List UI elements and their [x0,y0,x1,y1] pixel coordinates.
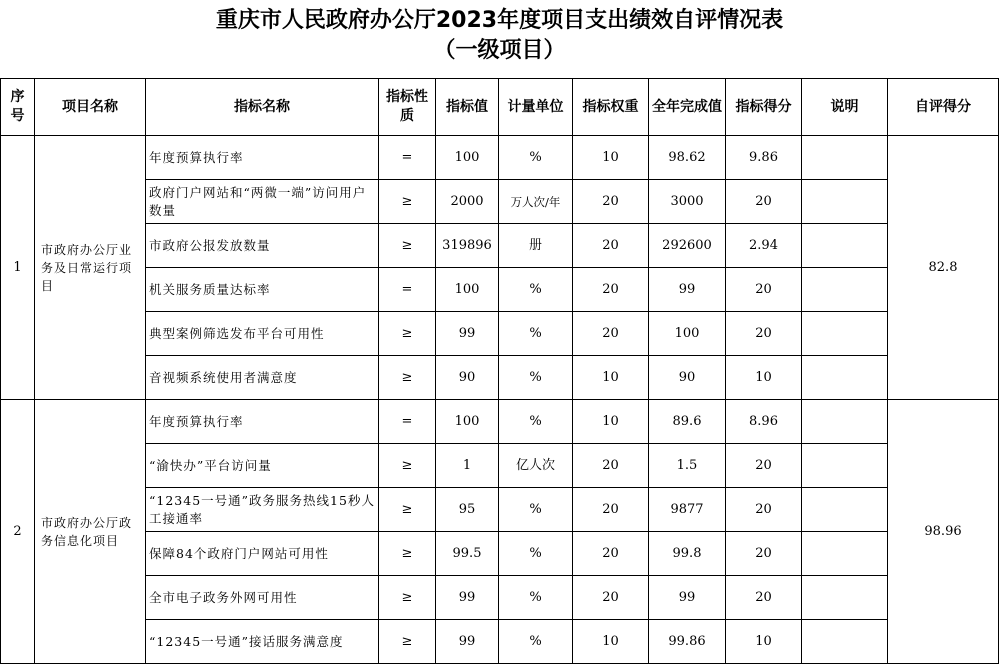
indicator-name-cell: 全市电子政务外网可用性 [146,576,379,620]
table-row [1,312,999,356]
actual-value-cell: 9877 [649,488,726,532]
note-cell [802,444,888,488]
weight-cell: 20 [573,532,649,576]
unit-cell: % [499,268,573,312]
actual-value-cell: 100 [649,312,726,356]
seq-cell: 1 [1,136,35,400]
table-body [1,136,999,664]
unit-cell: % [499,532,573,576]
indicator-name-cell: “12345一号通”接话服务满意度 [146,620,379,664]
indicator-name-cell: 年度预算执行率 [146,400,379,444]
unit-cell: % [499,356,573,400]
indicator-nature-cell: ≥ [379,620,436,664]
indicator-value-cell: 99 [436,620,499,664]
header-self-score: 自评得分 [888,79,999,136]
weight-cell: 10 [573,356,649,400]
note-cell [802,488,888,532]
weight-cell: 20 [573,312,649,356]
weight-cell: 10 [573,400,649,444]
self-score-cell: 98.96 [888,400,999,664]
indicator-nature-cell: ≥ [379,488,436,532]
indicator-value-cell: 90 [436,356,499,400]
self-score-cell: 82.8 [888,136,999,400]
unit-cell: % [499,576,573,620]
score-cell: 8.96 [726,400,802,444]
title-line-1: 重庆市人民政府办公厅2023年度项目支出绩效自评情况表 [215,8,784,33]
indicator-nature-cell: ≥ [379,180,436,224]
title-line-2: （一级项目） [433,38,566,63]
indicator-name-cell: 保障84个政府门户网站可用性 [146,532,379,576]
score-cell: 20 [726,312,802,356]
indicator-name-cell: 年度预算执行率 [146,136,379,180]
indicator-nature-cell: ≥ [379,356,436,400]
unit-cell: % [499,488,573,532]
weight-cell: 20 [573,180,649,224]
project-name-cell: 市政府办公厅政务信息化项目 [35,400,146,664]
indicator-nature-cell: ≥ [379,444,436,488]
score-cell: 9.86 [726,136,802,180]
indicator-nature-cell: = [379,400,436,444]
indicator-value-cell: 99 [436,312,499,356]
table-row [1,224,999,268]
indicator-value-cell: 100 [436,136,499,180]
table-row [1,180,999,224]
unit-cell: 亿人次 [499,444,573,488]
indicator-value-cell: 1 [436,444,499,488]
actual-value-cell: 3000 [649,180,726,224]
indicator-name-cell: 音视频系统使用者满意度 [146,356,379,400]
actual-value-cell: 99 [649,268,726,312]
header-actual: 全年完成值 [649,79,726,136]
seq-cell: 2 [1,400,35,664]
score-cell: 2.94 [726,224,802,268]
indicator-name-cell: 典型案例筛选发布平台可用性 [146,312,379,356]
score-cell: 10 [726,620,802,664]
table-row [1,356,999,400]
indicator-nature-cell: ≥ [379,312,436,356]
actual-value-cell: 98.62 [649,136,726,180]
score-cell: 20 [726,532,802,576]
header-project: 项目名称 [35,79,146,136]
header-weight: 指标权重 [573,79,649,136]
indicator-name-cell: 机关服务质量达标率 [146,268,379,312]
actual-value-cell: 90 [649,356,726,400]
note-cell [802,400,888,444]
header-row [1,79,999,136]
indicator-value-cell: 2000 [436,180,499,224]
note-cell [802,620,888,664]
note-cell [802,576,888,620]
unit-cell: % [499,400,573,444]
indicator-name-cell: “12345一号通”政务服务热线15秒人工接通率 [146,488,379,532]
unit-cell: 册 [499,224,573,268]
indicator-value-cell: 319896 [436,224,499,268]
weight-cell: 20 [573,576,649,620]
weight-cell: 10 [573,136,649,180]
unit-cell: % [499,136,573,180]
indicator-value-cell: 99.5 [436,532,499,576]
indicator-value-cell: 100 [436,268,499,312]
indicator-nature-cell: ≥ [379,576,436,620]
actual-value-cell: 99.86 [649,620,726,664]
indicator-nature-cell: ≥ [379,224,436,268]
indicator-value-cell: 100 [436,400,499,444]
actual-value-cell: 99 [649,576,726,620]
table-row [1,444,999,488]
unit-cell: % [499,620,573,664]
table-row [1,268,999,312]
actual-value-cell: 292600 [649,224,726,268]
note-cell [802,224,888,268]
indicator-value-cell: 95 [436,488,499,532]
header-nature: 指标性质 [379,79,436,136]
unit-cell: % [499,312,573,356]
table-row [1,576,999,620]
page-title [0,6,999,66]
score-cell: 20 [726,180,802,224]
header-seq: 序号 [1,79,35,136]
score-cell: 10 [726,356,802,400]
table-row [1,136,999,180]
header-score: 指标得分 [726,79,802,136]
actual-value-cell: 99.8 [649,532,726,576]
note-cell [802,356,888,400]
unit-cell: 万人次/年 [499,180,573,224]
note-cell [802,268,888,312]
weight-cell: 10 [573,620,649,664]
performance-table [0,78,999,664]
note-cell [802,136,888,180]
weight-cell: 20 [573,488,649,532]
table-row [1,488,999,532]
header-value: 指标值 [436,79,499,136]
weight-cell: 20 [573,444,649,488]
score-cell: 20 [726,488,802,532]
score-cell: 20 [726,268,802,312]
indicator-nature-cell: = [379,268,436,312]
indicator-name-cell: 政府门户网站和“两微一端”访问用户数量 [146,180,379,224]
indicator-name-cell: “渝快办”平台访问量 [146,444,379,488]
note-cell [802,180,888,224]
weight-cell: 20 [573,268,649,312]
weight-cell: 20 [573,224,649,268]
table-row [1,620,999,664]
score-cell: 20 [726,444,802,488]
score-cell: 20 [726,576,802,620]
header-unit: 计量单位 [499,79,573,136]
table-row [1,400,999,444]
project-name-cell: 市政府办公厅业务及日常运行项目 [35,136,146,400]
indicator-nature-cell: ≥ [379,532,436,576]
note-cell [802,312,888,356]
header-note: 说明 [802,79,888,136]
note-cell [802,532,888,576]
indicator-nature-cell: = [379,136,436,180]
indicator-value-cell: 99 [436,576,499,620]
actual-value-cell: 89.6 [649,400,726,444]
actual-value-cell: 1.5 [649,444,726,488]
indicator-name-cell: 市政府公报发放数量 [146,224,379,268]
table-row [1,532,999,576]
header-indicator: 指标名称 [146,79,379,136]
